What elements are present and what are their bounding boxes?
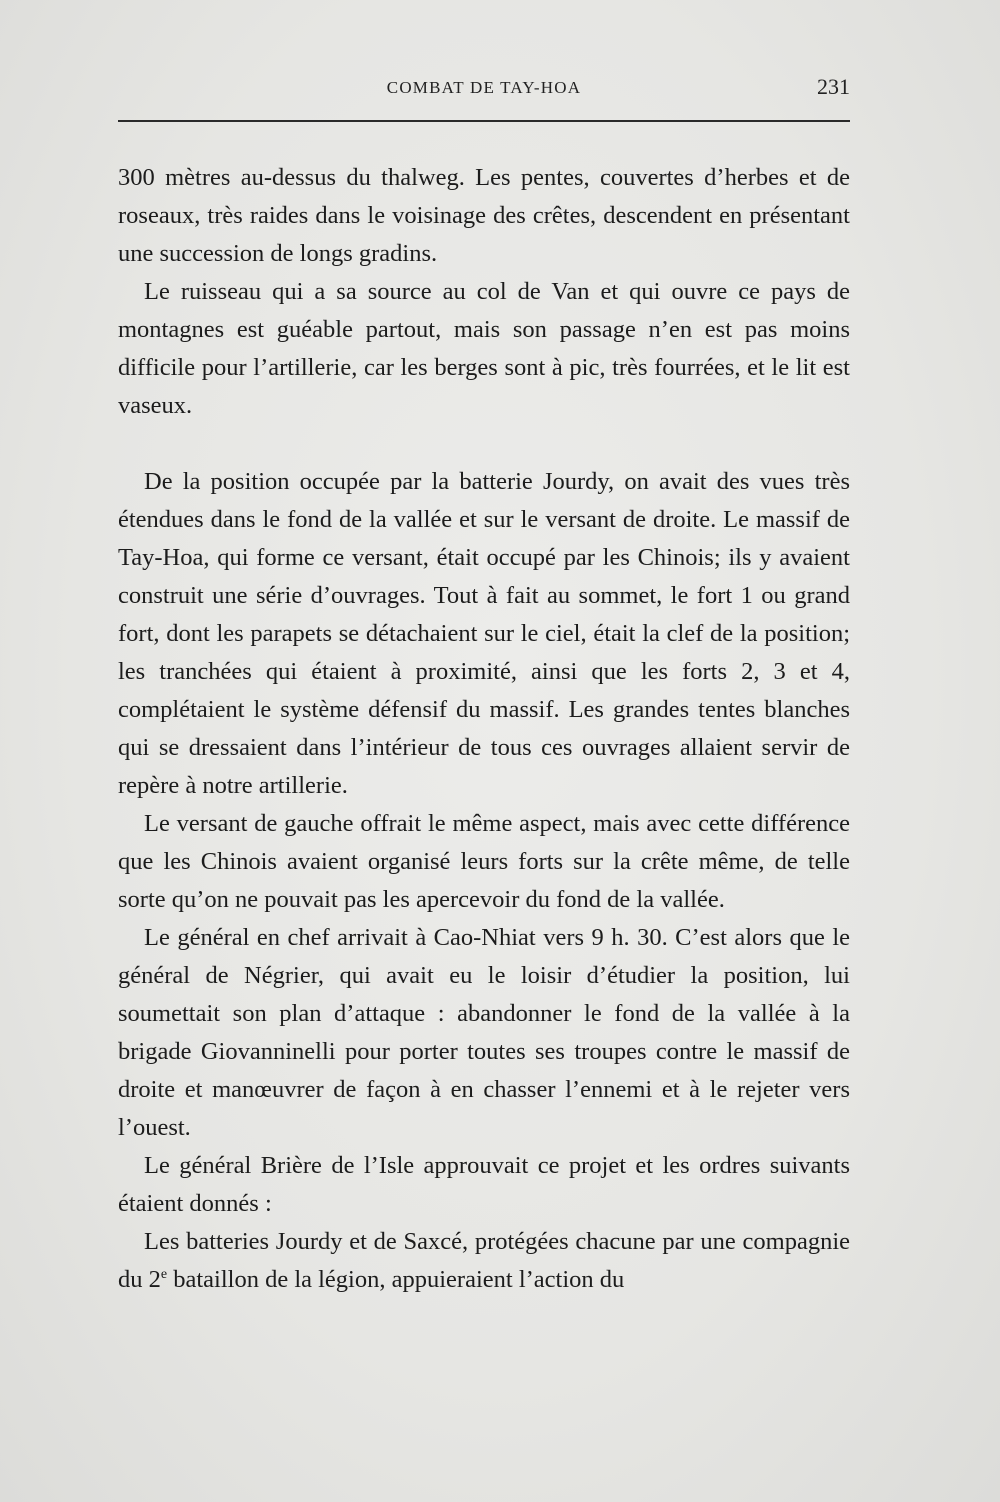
paragraph-5: Le général en chef arrivait à Cao-Nhiat vers 9 h. 30. C’est alors que le général de Négrier, qui avait eu le loisir d’étudier la position, lui soumettait son plan d’attaque : abandonner le fond de la vallée à la brigade Giovanninelli pour porter toutes ses troupes contre le massif de droite et manœuvrer de façon à en chasser l’ennemi et à le rejeter vers l’ouest. (118, 924, 850, 1141)
page-number: 231 (817, 74, 850, 99)
paragraph-2: Le ruisseau qui a sa source au col de Van et qui ouvre ce pays de montagnes est guéable partout, mais son passage n’en est pas moins difficile pour l’artillerie, car les berges sont à pic, très fourrées, et le lit est vaseux. (118, 278, 850, 419)
body-text (118, 159, 850, 1299)
paragraph-7 (118, 1223, 850, 1299)
ordinal-superscript: e (160, 1266, 168, 1282)
paragraph-4: Le versant de gauche offrait le même aspect, mais avec cette différence que les Chinois avaient organisé leurs forts sur la crête même, de telle sorte qu’on ne pouvait pas les apercevoir du fond de la vallée. (118, 810, 850, 913)
page-header (118, 70, 850, 110)
header-rule (118, 120, 850, 122)
paragraph-1: 300 mètres au-dessus du thalweg. Les pentes, couvertes d’herbes et de roseaux, très raides dans le voisinage des crêtes, descendent en présentant une succession de longs gradins. (118, 164, 850, 267)
paragraph-7-start: Les batteries Jourdy et de Saxcé, protégées chacune par une compagnie du 2 (118, 1228, 850, 1293)
paragraph-7-end: bataillon de la légion, appuieraient l’action du (167, 1266, 625, 1293)
paragraph-6: Le général Brière de l’Isle approuvait ce projet et les ordres suivants étaient donnés : (118, 1152, 850, 1217)
running-title: COMBAT DE TAY-HOA (386, 78, 582, 97)
paragraph-3: De la position occupée par la batterie Jourdy, on avait des vues très étendues dans le fond de la vallée et sur le versant de droite. Le massif de Tay-Hoa, qui forme ce versant, était occupé par les Chinois; ils y avaient construit une série d’ouvrages. Tout à fait au sommet, le fort 1 ou grand fort, dont les parapets se détachaient sur le ciel, était la clef de la position; les tranchées qui étaient à proximité, ainsi que les forts 2, 3 et 4, complétaient le système défensif du massif. Les grandes tentes blanches qui se dressaient dans l’intérieur de tous ces ouvrages allaient servir de repère à notre artillerie. (118, 468, 850, 799)
